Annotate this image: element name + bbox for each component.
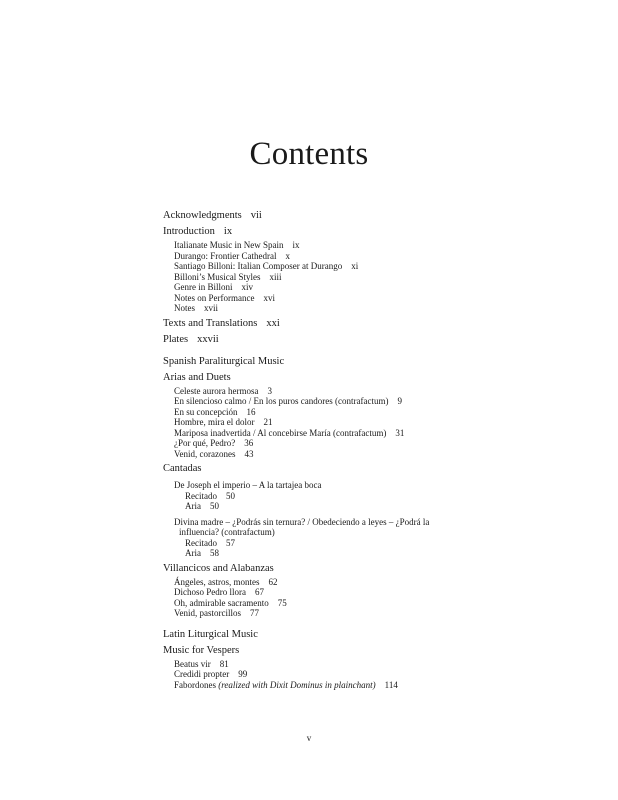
toc-entry-page: xxi [266, 317, 280, 329]
subsection-heading-arias: Arias and Duets [163, 371, 231, 383]
subsection-heading-villancicos: Villancicos and Alabanzas [163, 562, 274, 574]
introduction-subentries [163, 240, 603, 314]
toc-entry-page: x [285, 250, 290, 261]
toc-entry-page: 75 [277, 597, 287, 608]
toc-entry-label: Billoni’s Musical Styles [174, 271, 261, 282]
section-heading-spanish: Spanish Paraliturgical Music [163, 355, 285, 367]
toc-entry-page: 31 [395, 427, 405, 438]
toc-subentry [174, 251, 603, 262]
section-heading-latin: Latin Liturgical Music [163, 628, 258, 640]
toc-subentry [174, 598, 603, 609]
toc-entry-label: De Joseph el imperio – A la tartajea boca [174, 480, 322, 490]
toc-entry-page: xi [351, 261, 359, 271]
toc-entry-acknowledgments [163, 209, 603, 222]
toc-subentry [174, 386, 603, 397]
toc-entry-label: Aria [185, 548, 201, 558]
toc-entry-label: Venid, corazones [174, 448, 236, 459]
toc-subentry [174, 577, 603, 588]
toc-entry-label: Aria [185, 501, 201, 511]
toc-entry-label: Santiago Billoni: Italian Composer at Durango [174, 261, 343, 271]
toc-subentry-cantada [174, 517, 603, 528]
toc-subentry [174, 407, 603, 418]
toc-subentry [174, 438, 603, 449]
toc-entry-label: Divina madre – ¿Podrás sin ternura? / Obedeciendo a leyes – ¿Podrá la [174, 516, 430, 527]
toc-entry-page: 67 [255, 587, 264, 597]
toc-entry-page: 62 [268, 576, 278, 587]
toc-entry-page: ix [292, 240, 300, 250]
toc-subsubentry [185, 491, 603, 502]
toc-entry-label: En silencioso calmo / En los puros candores (contrafactum) [174, 396, 389, 406]
subsection-heading-vespers: Music for Vespers [163, 644, 240, 656]
toc-entry-page: 99 [238, 669, 248, 679]
toc-entry-label: Genre in Billoni [174, 282, 233, 292]
toc-entry-label: influencia? (contrafactum) [179, 527, 275, 537]
toc-entry-page: 36 [244, 438, 254, 448]
toc-subentry [174, 240, 603, 251]
toc-entry-page: 43 [244, 448, 254, 459]
toc-entry-page: 50 [226, 490, 235, 501]
toc-entry-label: Plates [163, 333, 189, 345]
toc-entry-label: Credidi propter [174, 669, 230, 679]
toc-entry-page: xiii [269, 271, 282, 282]
toc-subentry [174, 293, 603, 304]
toc-entry-label: Celeste aurora hermosa [174, 385, 259, 396]
toc-entry-label: Oh, admirable sacramento [174, 597, 269, 608]
toc-entry-plates [163, 333, 603, 346]
toc-subentry [174, 680, 603, 691]
toc-entry-label: Notes on Performance [174, 292, 255, 303]
toc-entry-page: ix [223, 226, 233, 237]
page-title: Contents [249, 136, 369, 172]
villancicos-list [163, 577, 603, 619]
toc-subsubentry [185, 548, 603, 559]
toc-subsubentry [185, 538, 603, 549]
toc-entry-note: (realized with Dixit Dominus in plainchant) [218, 679, 376, 690]
toc-subentry-cantada [174, 480, 603, 491]
toc-entry-page: 81 [219, 658, 229, 669]
toc-entry-label: Recitado [185, 490, 217, 501]
toc-entry-texts-translations [163, 317, 603, 330]
vespers-list [163, 659, 603, 691]
toc-subentry [174, 272, 603, 283]
toc-entry-page: 77 [250, 608, 259, 618]
toc-entry-page: 21 [263, 417, 273, 427]
toc-subentry [174, 303, 603, 314]
toc-entry-label: Texts and Translations [163, 317, 258, 329]
subsection-heading-cantadas: Cantadas [163, 463, 202, 474]
toc-entry-page: xxvii [197, 333, 219, 345]
toc-subentry-cantada-continuation [179, 527, 603, 538]
toc-entry-label: Ángeles, astros, montes [174, 576, 260, 587]
toc-subentry [174, 449, 603, 460]
arias-list [163, 386, 603, 460]
toc-entry-label: Mariposa inadvertida / Al concebirse María (contrafactum) [174, 427, 387, 438]
toc-entry-label: Beatus vir [174, 658, 211, 669]
toc-entry-label: Fabordones [174, 679, 216, 690]
toc-subentry [174, 587, 603, 598]
toc-subentry [174, 428, 603, 439]
toc-entry-page: vii [250, 210, 262, 221]
toc-entry-introduction [163, 225, 603, 238]
toc-entry-page: 16 [246, 406, 256, 417]
toc-entry-label: Durango: Frontier Cathedral [174, 250, 277, 261]
toc-entry-page: 57 [226, 537, 235, 548]
toc-entry-page: xiv [241, 282, 254, 292]
toc-entry-label: Recitado [185, 537, 217, 548]
toc-entry-page: 50 [210, 501, 219, 511]
table-of-contents [163, 209, 603, 690]
toc-subsubentry [185, 501, 603, 512]
toc-subentry [174, 282, 603, 293]
toc-entry-page: 58 [210, 548, 219, 558]
toc-subentry [174, 396, 603, 407]
toc-entry-label: Notes [174, 303, 195, 313]
toc-subentry [174, 417, 603, 428]
toc-entry-label: Dichoso Pedro llora [174, 587, 246, 597]
toc-entry-label: En su concepción [174, 406, 238, 417]
toc-entry-label: Hombre, mira el dolor [174, 417, 255, 427]
toc-entry-page: 9 [397, 396, 402, 406]
toc-entry-page: xvi [263, 292, 275, 303]
toc-entry-label: Venid, pastorcillos [174, 608, 241, 618]
toc-entry-page: xvii [204, 303, 219, 313]
toc-entry-label: Introduction [163, 226, 215, 237]
toc-entry-label: ¿Por qué, Pedro? [174, 438, 236, 448]
toc-entry-label: Acknowledgments [163, 210, 242, 221]
toc-entry-page: 3 [267, 385, 272, 396]
toc-subentry [174, 659, 603, 670]
toc-subentry [174, 608, 603, 619]
toc-entry-label: Italianate Music in New Spain [174, 240, 284, 250]
toc-subentry [174, 669, 603, 680]
toc-entry-page: 114 [384, 679, 398, 690]
toc-subentry [174, 261, 603, 272]
page-number: v [306, 733, 312, 743]
